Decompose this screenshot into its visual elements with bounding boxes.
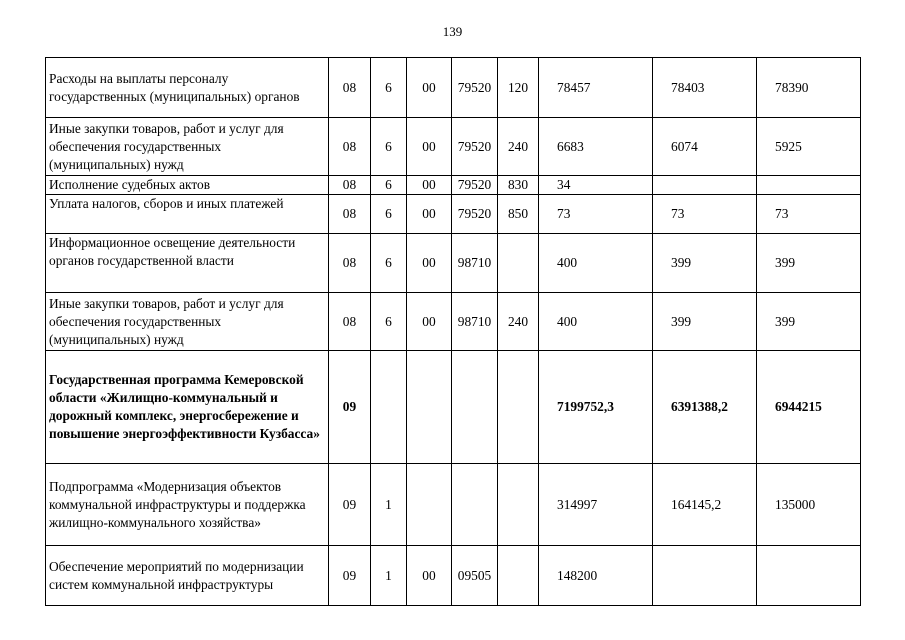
amount-year3-cell: 5925 bbox=[757, 118, 861, 176]
direction-code-cell: 00 bbox=[407, 58, 452, 118]
section-code-cell: 08 bbox=[329, 176, 371, 195]
description-cell: Расходы на выплаты персоналу государственных (муниципальных) органов bbox=[46, 58, 329, 118]
target-code-cell: 98710 bbox=[452, 234, 498, 293]
amount-year1-cell: 400 bbox=[539, 234, 653, 293]
expense-type-cell bbox=[498, 234, 539, 293]
subprogram-code-cell: 6 bbox=[371, 234, 407, 293]
section-code-cell: 08 bbox=[329, 195, 371, 234]
subprogram-code-cell: 6 bbox=[371, 293, 407, 351]
amount-year3-cell: 78390 bbox=[757, 58, 861, 118]
direction-code-cell: 00 bbox=[407, 176, 452, 195]
subprogram-code-cell bbox=[371, 351, 407, 464]
amount-year2-cell: 6391388,2 bbox=[653, 351, 757, 464]
description-cell: Государственная программа Кемеровской области «Жилищно-коммунальный и дорожный комплекс, энергосбережение и повышение энергоэффективности Кузбасса» bbox=[46, 351, 329, 464]
table-row bbox=[46, 118, 861, 176]
amount-year1-cell: 6683 bbox=[539, 118, 653, 176]
subprogram-code-cell: 6 bbox=[371, 118, 407, 176]
table-row bbox=[46, 176, 861, 195]
direction-code-cell bbox=[407, 351, 452, 464]
target-code-cell: 09505 bbox=[452, 546, 498, 606]
section-code-cell: 08 bbox=[329, 234, 371, 293]
description-cell: Подпрограмма «Модернизация объектов коммунальной инфраструктуры и поддержка жилищно-коммунального хозяйства» bbox=[46, 464, 329, 546]
expense-type-cell: 240 bbox=[498, 293, 539, 351]
amount-year2-cell: 78403 bbox=[653, 58, 757, 118]
description-cell: Информационное освещение деятельности органов государственной власти bbox=[46, 234, 329, 293]
amount-year1-cell: 78457 bbox=[539, 58, 653, 118]
amount-year3-cell bbox=[757, 176, 861, 195]
amount-year2-cell: 6074 bbox=[653, 118, 757, 176]
amount-year1-cell: 7199752,3 bbox=[539, 351, 653, 464]
description-cell: Иные закупки товаров, работ и услуг для обеспечения государственных (муниципальных) нужд bbox=[46, 118, 329, 176]
subprogram-code-cell: 1 bbox=[371, 464, 407, 546]
page-number: 139 bbox=[442, 24, 463, 39]
amount-year3-cell: 399 bbox=[757, 234, 861, 293]
description-cell: Иные закупки товаров, работ и услуг для обеспечения государственных (муниципальных) нужд bbox=[46, 293, 329, 351]
amount-year1-cell: 34 bbox=[539, 176, 653, 195]
direction-code-cell: 00 bbox=[407, 195, 452, 234]
amount-year3-cell: 6944215 bbox=[757, 351, 861, 464]
description-cell: Исполнение судебных актов bbox=[46, 176, 329, 195]
amount-year1-cell: 314997 bbox=[539, 464, 653, 546]
table-row bbox=[46, 58, 861, 118]
amount-year2-cell: 399 bbox=[653, 293, 757, 351]
amount-year3-cell: 135000 bbox=[757, 464, 861, 546]
direction-code-cell: 00 bbox=[407, 234, 452, 293]
budget-table bbox=[45, 57, 861, 606]
direction-code-cell: 00 bbox=[407, 118, 452, 176]
subprogram-code-cell: 6 bbox=[371, 195, 407, 234]
amount-year2-cell: 399 bbox=[653, 234, 757, 293]
table-row bbox=[46, 293, 861, 351]
amount-year2-cell bbox=[653, 176, 757, 195]
section-code-cell: 09 bbox=[329, 464, 371, 546]
subprogram-code-cell: 6 bbox=[371, 58, 407, 118]
section-code-cell: 08 bbox=[329, 58, 371, 118]
table-row bbox=[46, 546, 861, 606]
direction-code-cell: 00 bbox=[407, 293, 452, 351]
amount-year1-cell: 148200 bbox=[539, 546, 653, 606]
amount-year3-cell bbox=[757, 546, 861, 606]
expense-type-cell bbox=[498, 464, 539, 546]
target-code-cell: 98710 bbox=[452, 293, 498, 351]
section-code-cell: 08 bbox=[329, 118, 371, 176]
amount-year2-cell: 73 bbox=[653, 195, 757, 234]
amount-year3-cell: 399 bbox=[757, 293, 861, 351]
target-code-cell bbox=[452, 351, 498, 464]
target-code-cell bbox=[452, 464, 498, 546]
section-code-cell: 09 bbox=[329, 351, 371, 464]
amount-year2-cell bbox=[653, 546, 757, 606]
expense-type-cell bbox=[498, 546, 539, 606]
target-code-cell: 79520 bbox=[452, 58, 498, 118]
amount-year3-cell: 73 bbox=[757, 195, 861, 234]
expense-type-cell: 850 bbox=[498, 195, 539, 234]
subprogram-code-cell: 6 bbox=[371, 176, 407, 195]
direction-code-cell: 00 bbox=[407, 546, 452, 606]
table-row bbox=[46, 234, 861, 293]
expense-type-cell: 240 bbox=[498, 118, 539, 176]
section-code-cell: 09 bbox=[329, 546, 371, 606]
description-cell: Уплата налогов, сборов и иных платежей bbox=[46, 195, 329, 234]
target-code-cell: 79520 bbox=[452, 176, 498, 195]
subprogram-code-cell: 1 bbox=[371, 546, 407, 606]
table-row bbox=[46, 464, 861, 546]
target-code-cell: 79520 bbox=[452, 118, 498, 176]
direction-code-cell bbox=[407, 464, 452, 546]
expense-type-cell: 120 bbox=[498, 58, 539, 118]
table-row bbox=[46, 195, 861, 234]
table-row bbox=[46, 351, 861, 464]
target-code-cell: 79520 bbox=[452, 195, 498, 234]
amount-year1-cell: 73 bbox=[539, 195, 653, 234]
amount-year1-cell: 400 bbox=[539, 293, 653, 351]
expense-type-cell: 830 bbox=[498, 176, 539, 195]
description-cell: Обеспечение мероприятий по модернизации систем коммунальной инфраструктуры bbox=[46, 546, 329, 606]
amount-year2-cell: 164145,2 bbox=[653, 464, 757, 546]
section-code-cell: 08 bbox=[329, 293, 371, 351]
expense-type-cell bbox=[498, 351, 539, 464]
